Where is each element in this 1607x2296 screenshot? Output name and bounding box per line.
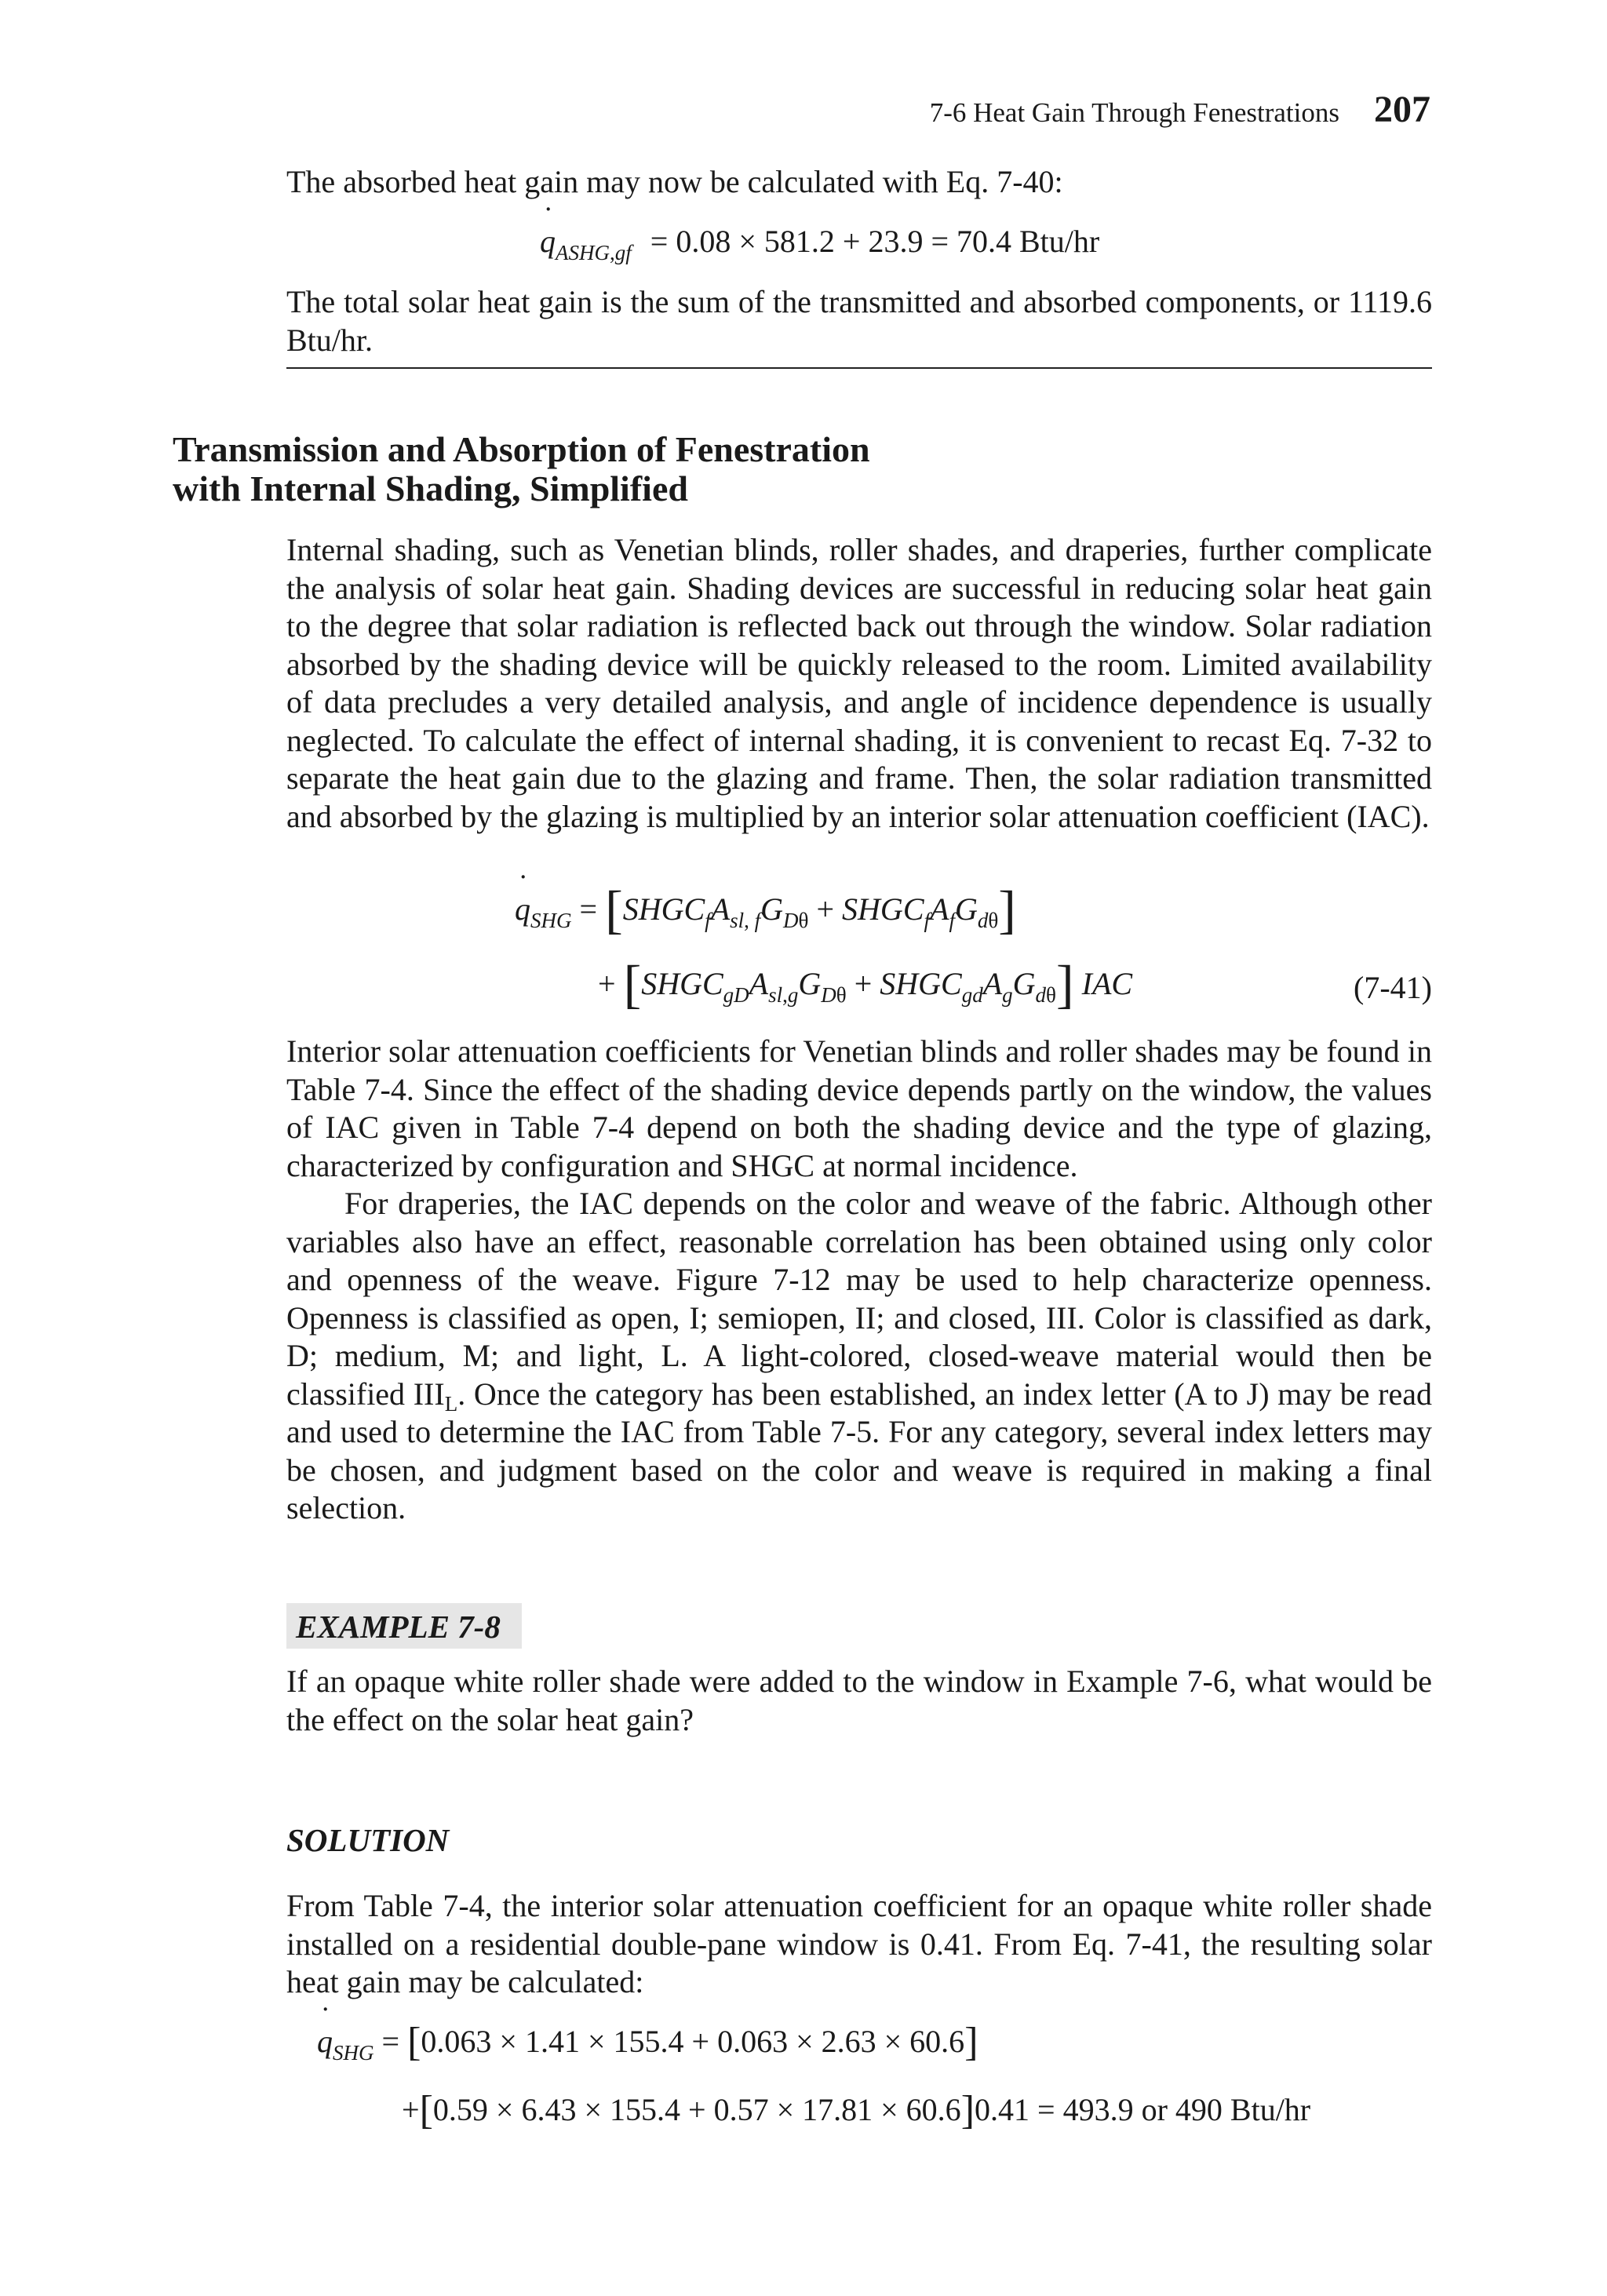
- draperies-paragraph: For draperies, the IAC depends on the color and weave of the fabric. Although other variables also have an effect, reasonable correlation has been obtained using only color and openness of the weave. Figure 7-12 may be used to help characterize openness. Openness is classified as open, I; semiopen, II; and closed, III. Color is classified as dark, D; medium, M; and light, L. A light-colored, closed-weave material would then be classified $III_L$. Once the category has been established, an index letter (A to J) may be read and used to determine the IAC from Table 7-5. For any category, several index letters may be chosen, and judgment based on the color and weave is required in making a final selection.: [286, 1186, 1432, 1525]
- absorbed-gain-text: The absorbed heat gain may now be calculated with Eq. 7-40:: [286, 164, 1063, 199]
- solution-equation-line1: ˙ $q_{SHG} = [0.063 \times 1.41 \times 155.4 + 0.063 \times 2.63 \times 60.6]$: [317, 2023, 978, 2060]
- equation-7-41-line2: + [$SHGC_{gD}A_{sl,g}G_{D\theta}$ + $SHGC_{gd}A_gG_{d\theta}$] IAC: [598, 954, 1133, 1014]
- solution-equation-line2: +[0.59 × 6.43 × 155.4 + 0.57 × 17.81 × 60.6]0.41 = 493.9 or 490 Btu/hr: [402, 2088, 1311, 2133]
- equation-7-41-line1: ˙ $q_{SHG}$ = [$SHGC_fA_{sl, f}G_{D\theta}$ + $SHGC_fA_fG_{d\theta}$]: [515, 891, 1016, 928]
- solution-label: SOLUTION: [286, 1822, 450, 1858]
- solution-text: From Table 7-4, the interior solar attenuation coefficient for an opaque white roller shade installed on a residential double-pane window is 0.41. From Eq. 7-41, the resulting solar heat gain may be calculated:: [286, 1888, 1432, 1999]
- absorbed-equation-rhs: = 0.08 × 581.2 + 23.9 = 70.4 Btu/hr: [650, 224, 1100, 259]
- section-heading: Transmission and Absorption of Fenestration with Internal Shading, Simplified: [173, 429, 870, 508]
- total-gain-text: The total solar heat gain is the sum of the transmitted and absorbed components, or 1119.6 Btu/hr.: [286, 284, 1432, 358]
- internal-shading-paragraph: Internal shading, such as Venetian blinds, roller shades, and draperies, further complicate the analysis of solar heat gain. Shading devices are successful in reducing solar heat gain to the degree that solar radiation is reflected back out through the window. Solar radiation absorbed by the shading device will be quickly released to the room. Limited availability of data precludes a very detailed analysis, and angle of incidence dependence is usually neglected. To calculate the effect of internal shading, it is convenient to recast Eq. 7-32 to separate the heat gain due to the glazing and frame. Then, the solar radiation transmitted and absorbed by the glazing is multiplied by an interior solar attenuation coefficient (IAC).: [286, 532, 1432, 834]
- page-number: 207: [1374, 89, 1430, 130]
- equation-number: (7-41): [1354, 970, 1432, 1005]
- section-title: 7-6 Heat Gain Through Fenestrations: [929, 97, 1339, 128]
- section-divider: [286, 367, 1432, 369]
- absorbed-gain-equation: ˙ $q_{ASHG,gf} = 0.08 \times 581.2 + 23.9 = 70.4$ Btu/hr: [540, 223, 1099, 260]
- example-label: EXAMPLE 7-8: [286, 1603, 522, 1649]
- running-header: [930, 88, 1430, 131]
- attenuation-paragraphs: [286, 1033, 1432, 1528]
- iac-paragraph: Interior solar attenuation coefficients for Venetian blinds and roller shades may be found in Table 7-4. Since the effect of the shading device depends partly on the window, the values of IAC given in Table 7-4 depend on both the shading device and the type of glazing, characterized by configuration and SHGC at normal incidence.: [286, 1033, 1432, 1183]
- example-question: If an opaque white roller shade were added to the window in Example 7-6, what would be the effect on the solar heat gain?: [286, 1664, 1432, 1737]
- q-dot-symbol: ˙ q: [540, 223, 556, 260]
